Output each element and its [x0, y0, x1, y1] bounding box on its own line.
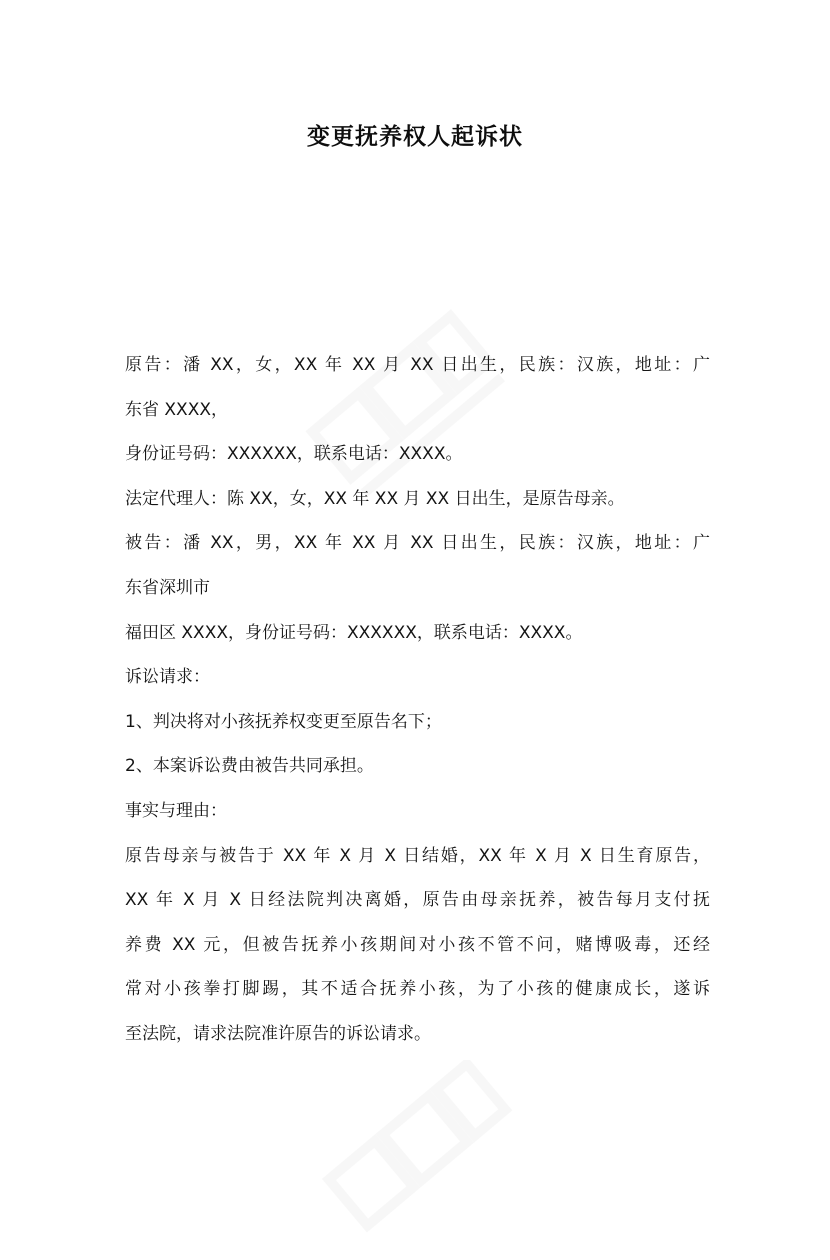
text-line: 常对小孩拳打脚踢，其不适合抚养小孩，为了小孩的健康成长，遂诉 — [125, 979, 710, 1000]
claim-item: 2、本案诉讼费由被告共同承担。 — [125, 756, 374, 777]
document-title: 变更抚养权人起诉状 — [307, 124, 523, 150]
text-line: 身份证号码：XXXXXX，联系电话：XXXX。 — [125, 444, 463, 465]
text-line: 东省 XXXX， — [125, 399, 228, 420]
text-line: 原告：潘 XX，女，XX 年 XX 月 XX 日出生，民族：汉族，地址：广 — [125, 355, 710, 375]
text-line: XX 年 X 月 X 日经法院判决离婚，原告由母亲抚养，被告每月支付抚 — [125, 890, 710, 911]
text-line: 被告：潘 XX，男，XX 年 XX 月 XX 日出生，民族：汉族，地址：广 — [125, 533, 710, 554]
text-line: 原告母亲与被告于 XX 年 X 月 X 日结婚，XX 年 X 月 X 日生育原告， — [125, 845, 710, 866]
text-line: 至法院，请求法院准许原告的诉讼请求。 — [125, 1023, 431, 1044]
section-heading-claims: 诉讼请求： — [125, 667, 210, 688]
document-body — [125, 343, 710, 1057]
text-line: 法定代理人：陈 XX，女，XX 年 XX 月 XX 日出生，是原告母亲。 — [125, 488, 625, 509]
watermark-logo-bottom — [300, 1060, 560, 1260]
section-heading-facts: 事实与理由： — [125, 800, 227, 821]
text-line: 福田区 XXXX，身份证号码：XXXXXX，联系电话：XXXX。 — [125, 622, 583, 643]
claim-item: 1、判决将对小孩抚养权变更至原告名下； — [125, 711, 442, 732]
text-line: 养费 XX 元，但被告抚养小孩期间对小孩不管不问，赌博吸毒，还经 — [125, 934, 710, 955]
text-line: 东省深圳市 — [125, 577, 210, 598]
